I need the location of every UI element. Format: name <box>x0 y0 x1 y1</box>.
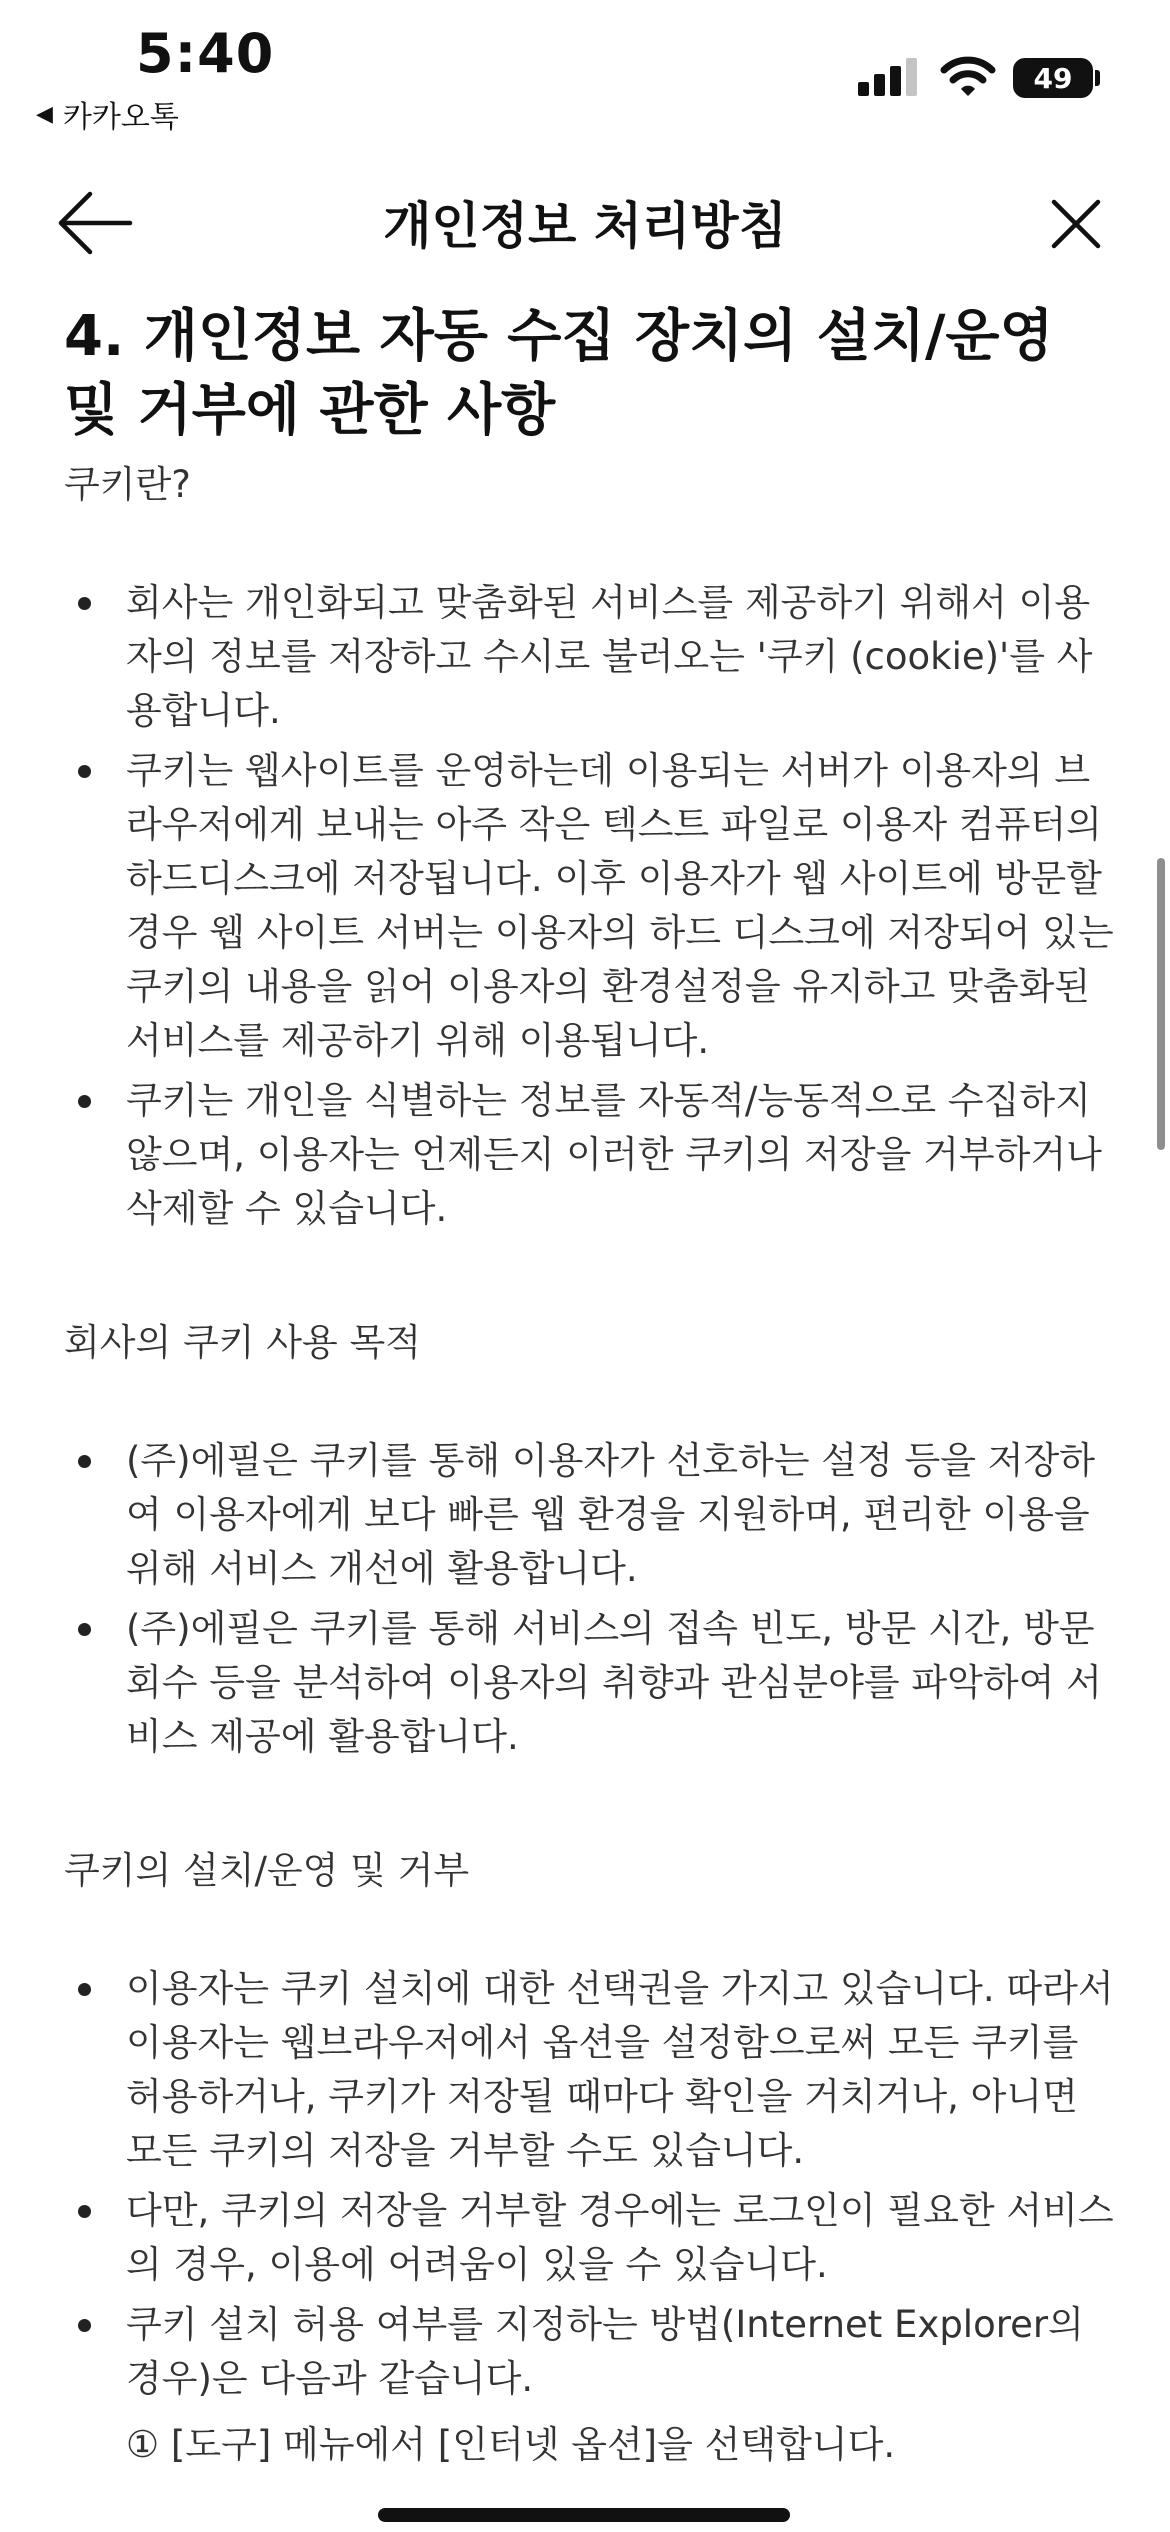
cookie-definition-list <box>64 576 1114 1236</box>
cellular-signal-icon <box>858 58 922 96</box>
scrollbar-thumb[interactable] <box>1157 858 1165 1150</box>
cookie-install-heading: 쿠키의 설치/운영 및 거부 <box>64 1849 470 1892</box>
status-bar <box>0 0 1170 150</box>
battery-level: 49 <box>1033 61 1073 95</box>
list-item: 쿠키 설치 허용 여부를 지정하는 방법(Internet Explorer의 경우)은 다음과 같습니다. <box>64 2298 1114 2406</box>
list-item: (주)에필은 쿠키를 통해 서비스의 접속 빈도, 방문 시간, 방문 회수 등을 분석하여 이용자의 취향과 관심분야를 파악하여 서비스 제공에 활용합니다. <box>64 1602 1114 1764</box>
battery-icon <box>1013 58 1093 98</box>
back-app-label: 카카오톡 <box>62 100 179 135</box>
back-to-app-link[interactable] <box>36 92 179 136</box>
list-item: 쿠키는 개인을 식별하는 정보를 자동적/능동적으로 수집하지 않으며, 이용자는 언제든지 이러한 쿠키의 저장을 거부하거나 삭제할 수 있습니다. <box>64 1074 1114 1236</box>
close-icon[interactable] <box>1048 196 1104 252</box>
list-item: 회사는 개인화되고 맞춤화된 서비스를 제공하기 위해서 이용자의 정보를 저장하고 수시로 불러오는 '쿠키 (cookie)'를 사용합니다. <box>64 576 1114 738</box>
list-item: (주)에필은 쿠키를 통해 이용자가 선호하는 설정 등을 저장하여 이용자에게 보다 빠른 웹 환경을 지원하며, 편리한 이용을 위해 서비스 개선에 활용합니다. <box>64 1434 1114 1596</box>
cookie-purpose-list <box>64 1434 1114 1764</box>
cookie-purpose-heading: 회사의 쿠키 사용 목적 <box>64 1321 421 1364</box>
cookie-definition-heading: 쿠키란? <box>64 463 191 506</box>
battery-cap <box>1095 70 1100 86</box>
page-title: 개인정보 처리방침 <box>383 197 787 255</box>
policy-content <box>64 300 1114 2472</box>
wifi-icon <box>940 54 996 98</box>
list-item: 다만, 쿠키의 저장을 거부할 경우에는 로그인이 필요한 서비스의 경우, 이용에 어려움이 있을 수 있습니다. <box>64 2184 1114 2292</box>
instruction-step-1: ① [도구] 메뉴에서 [인터넷 옵션]을 선택합니다. <box>126 2423 896 2466</box>
list-item: 쿠키는 웹사이트를 운영하는데 이용되는 서버가 이용자의 브라우저에게 보내는 아주 작은 텍스트 파일로 이용자 컴퓨터의 하드디스크에 저장됩니다. 이후 이용자가 웹 사이트에 방문할 경우 웹 사이트 서버는 이용자의 하드 디스크에 저장되어 있는 쿠키의 내용을 읽어 이용자의 환경설정을 유지하고 맞춤화된 서비스를 제공하기 위해 이용됩니다. <box>64 744 1114 1068</box>
back-triangle-icon: ◀ <box>36 101 53 127</box>
status-time: 5:40 <box>136 22 275 85</box>
list-item: 이용자는 쿠키 설치에 대한 선택권을 가지고 있습니다. 따라서 이용자는 웹브라우저에서 옵션을 설정함으로써 모든 쿠키를 허용하거나, 쿠키가 저장될 때마다 확인을 거치거나, 아니면 모든 쿠키의 저장을 거부할 수도 있습니다. <box>64 1962 1114 2178</box>
section-title: 4. 개인정보 자동 수집 장치의 설치/운영 및 거부에 관한 사항 <box>64 304 1054 443</box>
cookie-install-list <box>64 1962 1114 2406</box>
home-indicator[interactable] <box>378 2508 790 2522</box>
